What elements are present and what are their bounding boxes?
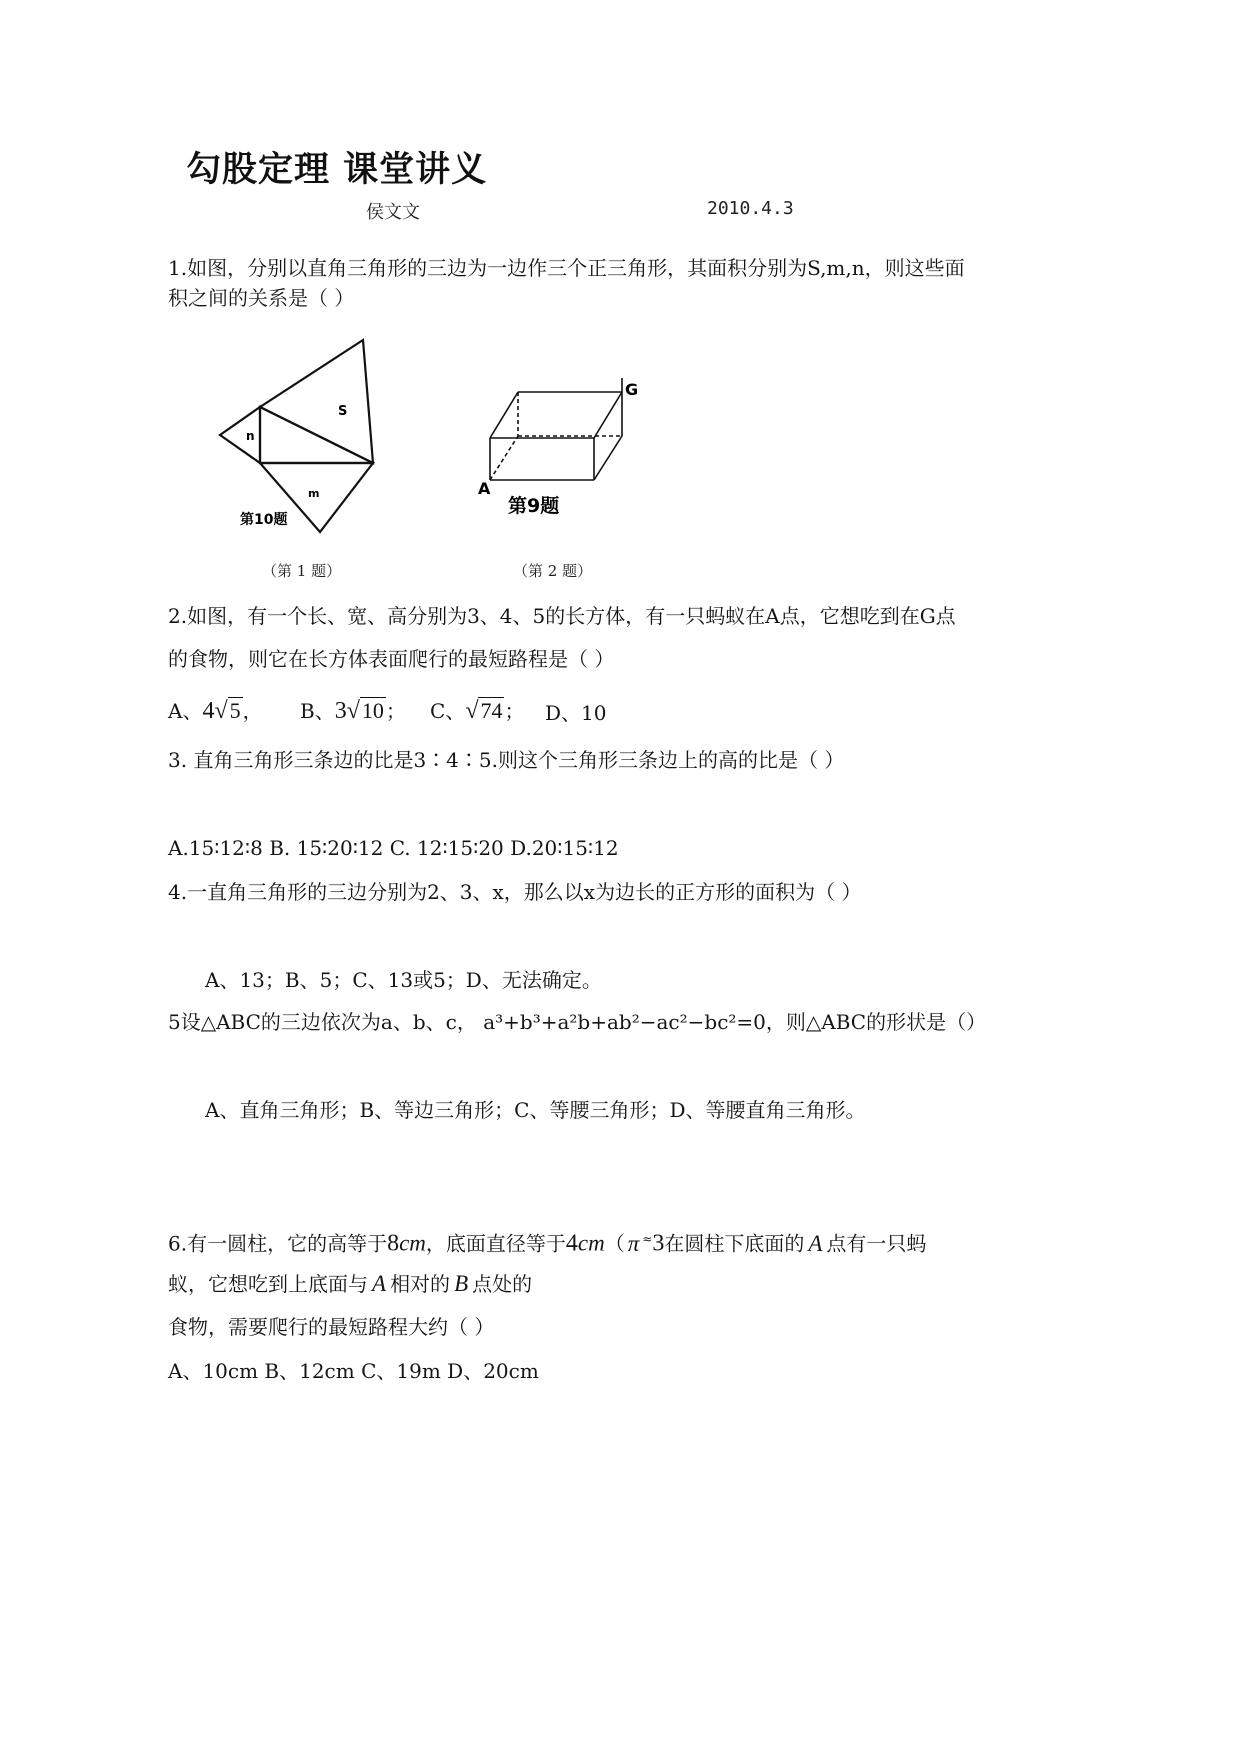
option-c-radicand: 74 (480, 698, 503, 723)
question-3-options: A.15∶12∶8 B. 15∶20∶12 C. 12∶15∶20 D.20∶15∶12 (168, 836, 619, 860)
question-2-option-a (168, 697, 263, 725)
q6-text: ，底面直径等于 (425, 1231, 566, 1256)
date: 2010.4.3 (707, 198, 794, 219)
option-a-separator: ， (242, 699, 263, 723)
option-c-prefix: C、 (430, 699, 466, 723)
q6-text: 在圆柱下底面的 (664, 1231, 805, 1256)
q6-point-a: A (808, 1230, 823, 1256)
q6-height-value: 8 (387, 1230, 400, 1257)
question-2-option-c (430, 697, 524, 725)
option-b-separator: ； (385, 699, 406, 723)
option-a-radicand: 5 (229, 698, 241, 723)
sqrt-icon: √ (214, 698, 228, 724)
question-1-line-2: 积之间的关系是（ ） (168, 286, 355, 310)
question-2-option-b (300, 697, 406, 725)
option-b-prefix: B、 (300, 699, 335, 723)
question-3-line-1: 3. 直角三角形三条边的比是3∶4∶5.则这个三角形三条边上的高的比是（ ） (168, 748, 845, 772)
question-6-line-2 (168, 1270, 532, 1298)
q6-text: 相对的 (390, 1272, 451, 1296)
question-6-line-3: 食物，需要爬行的最短路程大约（ ） (168, 1315, 495, 1339)
figure-1-triangles (210, 330, 390, 540)
q6-text: 点有一只蚂 (826, 1231, 927, 1256)
sqrt-icon: √ (346, 698, 360, 724)
page-title: 勾股定理 课堂讲义 (186, 150, 488, 190)
q6-diameter-unit: cm (577, 1230, 605, 1256)
question-2-option-d: D、10 (545, 701, 607, 725)
q6-text: 6.有一圆柱，它的高等于 (168, 1231, 388, 1256)
q6-point-a: A (372, 1271, 387, 1296)
q6-pi-value: 3 (652, 1230, 665, 1257)
figure-2-caption: （第 2 题） (513, 562, 593, 580)
q6-text: 蚁，它想吃到上底面与 (168, 1272, 368, 1296)
question-1-line-1: 1.如图，分别以直角三角形的三边为一边作三个正三角形，其面积分别为S,m,n，则这些面 (168, 256, 965, 280)
option-b-radicand: 10 (361, 698, 384, 723)
q6-text: （ (604, 1231, 625, 1256)
option-a-prefix: A、 (168, 699, 203, 723)
question-5-line-1: 5设△ABC的三边依次为a、b、c， a³+b³+a²b+ab²−ac²−bc²=0，则△ABC的形状是（） (168, 1010, 987, 1034)
label-n: n (246, 429, 255, 443)
question-4-line-1: 4.一直角三角形的三边分别为2、3、x，那么以x为边长的正方形的面积为（ ） (168, 880, 862, 904)
label-g: G (625, 380, 639, 399)
figure-2-title: 第9题 (508, 495, 560, 517)
option-b-coefficient: 3 (334, 698, 347, 724)
figure-2-cuboid (470, 370, 650, 520)
question-2-line-1: 2.如图，有一个长、宽、高分别为3、4、5的长方体，有一只蚂蚁在A点，它想吃到在G点 (168, 604, 956, 628)
question-2-line-2: 的食物，则它在长方体表面爬行的最短路程是（ ） (168, 647, 615, 671)
q6-diameter-value: 4 (565, 1230, 578, 1257)
question-4-options: A、13；B、5；C、13或5；D、无法确定。 (205, 968, 602, 992)
sqrt-icon: √ (465, 698, 479, 724)
approx-symbol: ≈ (642, 1232, 653, 1246)
right-triangle (260, 407, 373, 463)
question-6-options: A、10cm B、12cm C、19m D、20cm (168, 1359, 539, 1383)
label-s: S (338, 404, 348, 419)
option-c-separator: ； (504, 699, 525, 723)
pi-symbol: π (627, 1230, 640, 1256)
label-m: m (308, 487, 320, 500)
question-6-line-1 (168, 1225, 926, 1258)
q6-point-b: B (454, 1271, 469, 1296)
triangle-s (260, 340, 373, 463)
figure-1-title: 第10题 (240, 512, 288, 528)
q6-text: 点处的 (472, 1272, 533, 1296)
question-5-options: A、直角三角形；B、等边三角形；C、等腰三角形；D、等腰直角三角形。 (205, 1098, 866, 1122)
figure-1-caption: （第 1 题） (262, 562, 342, 580)
author: 侯文文 (366, 202, 420, 223)
option-a-coefficient: 4 (202, 698, 215, 724)
label-a: A (478, 479, 491, 498)
q6-height-unit: cm (399, 1230, 426, 1256)
